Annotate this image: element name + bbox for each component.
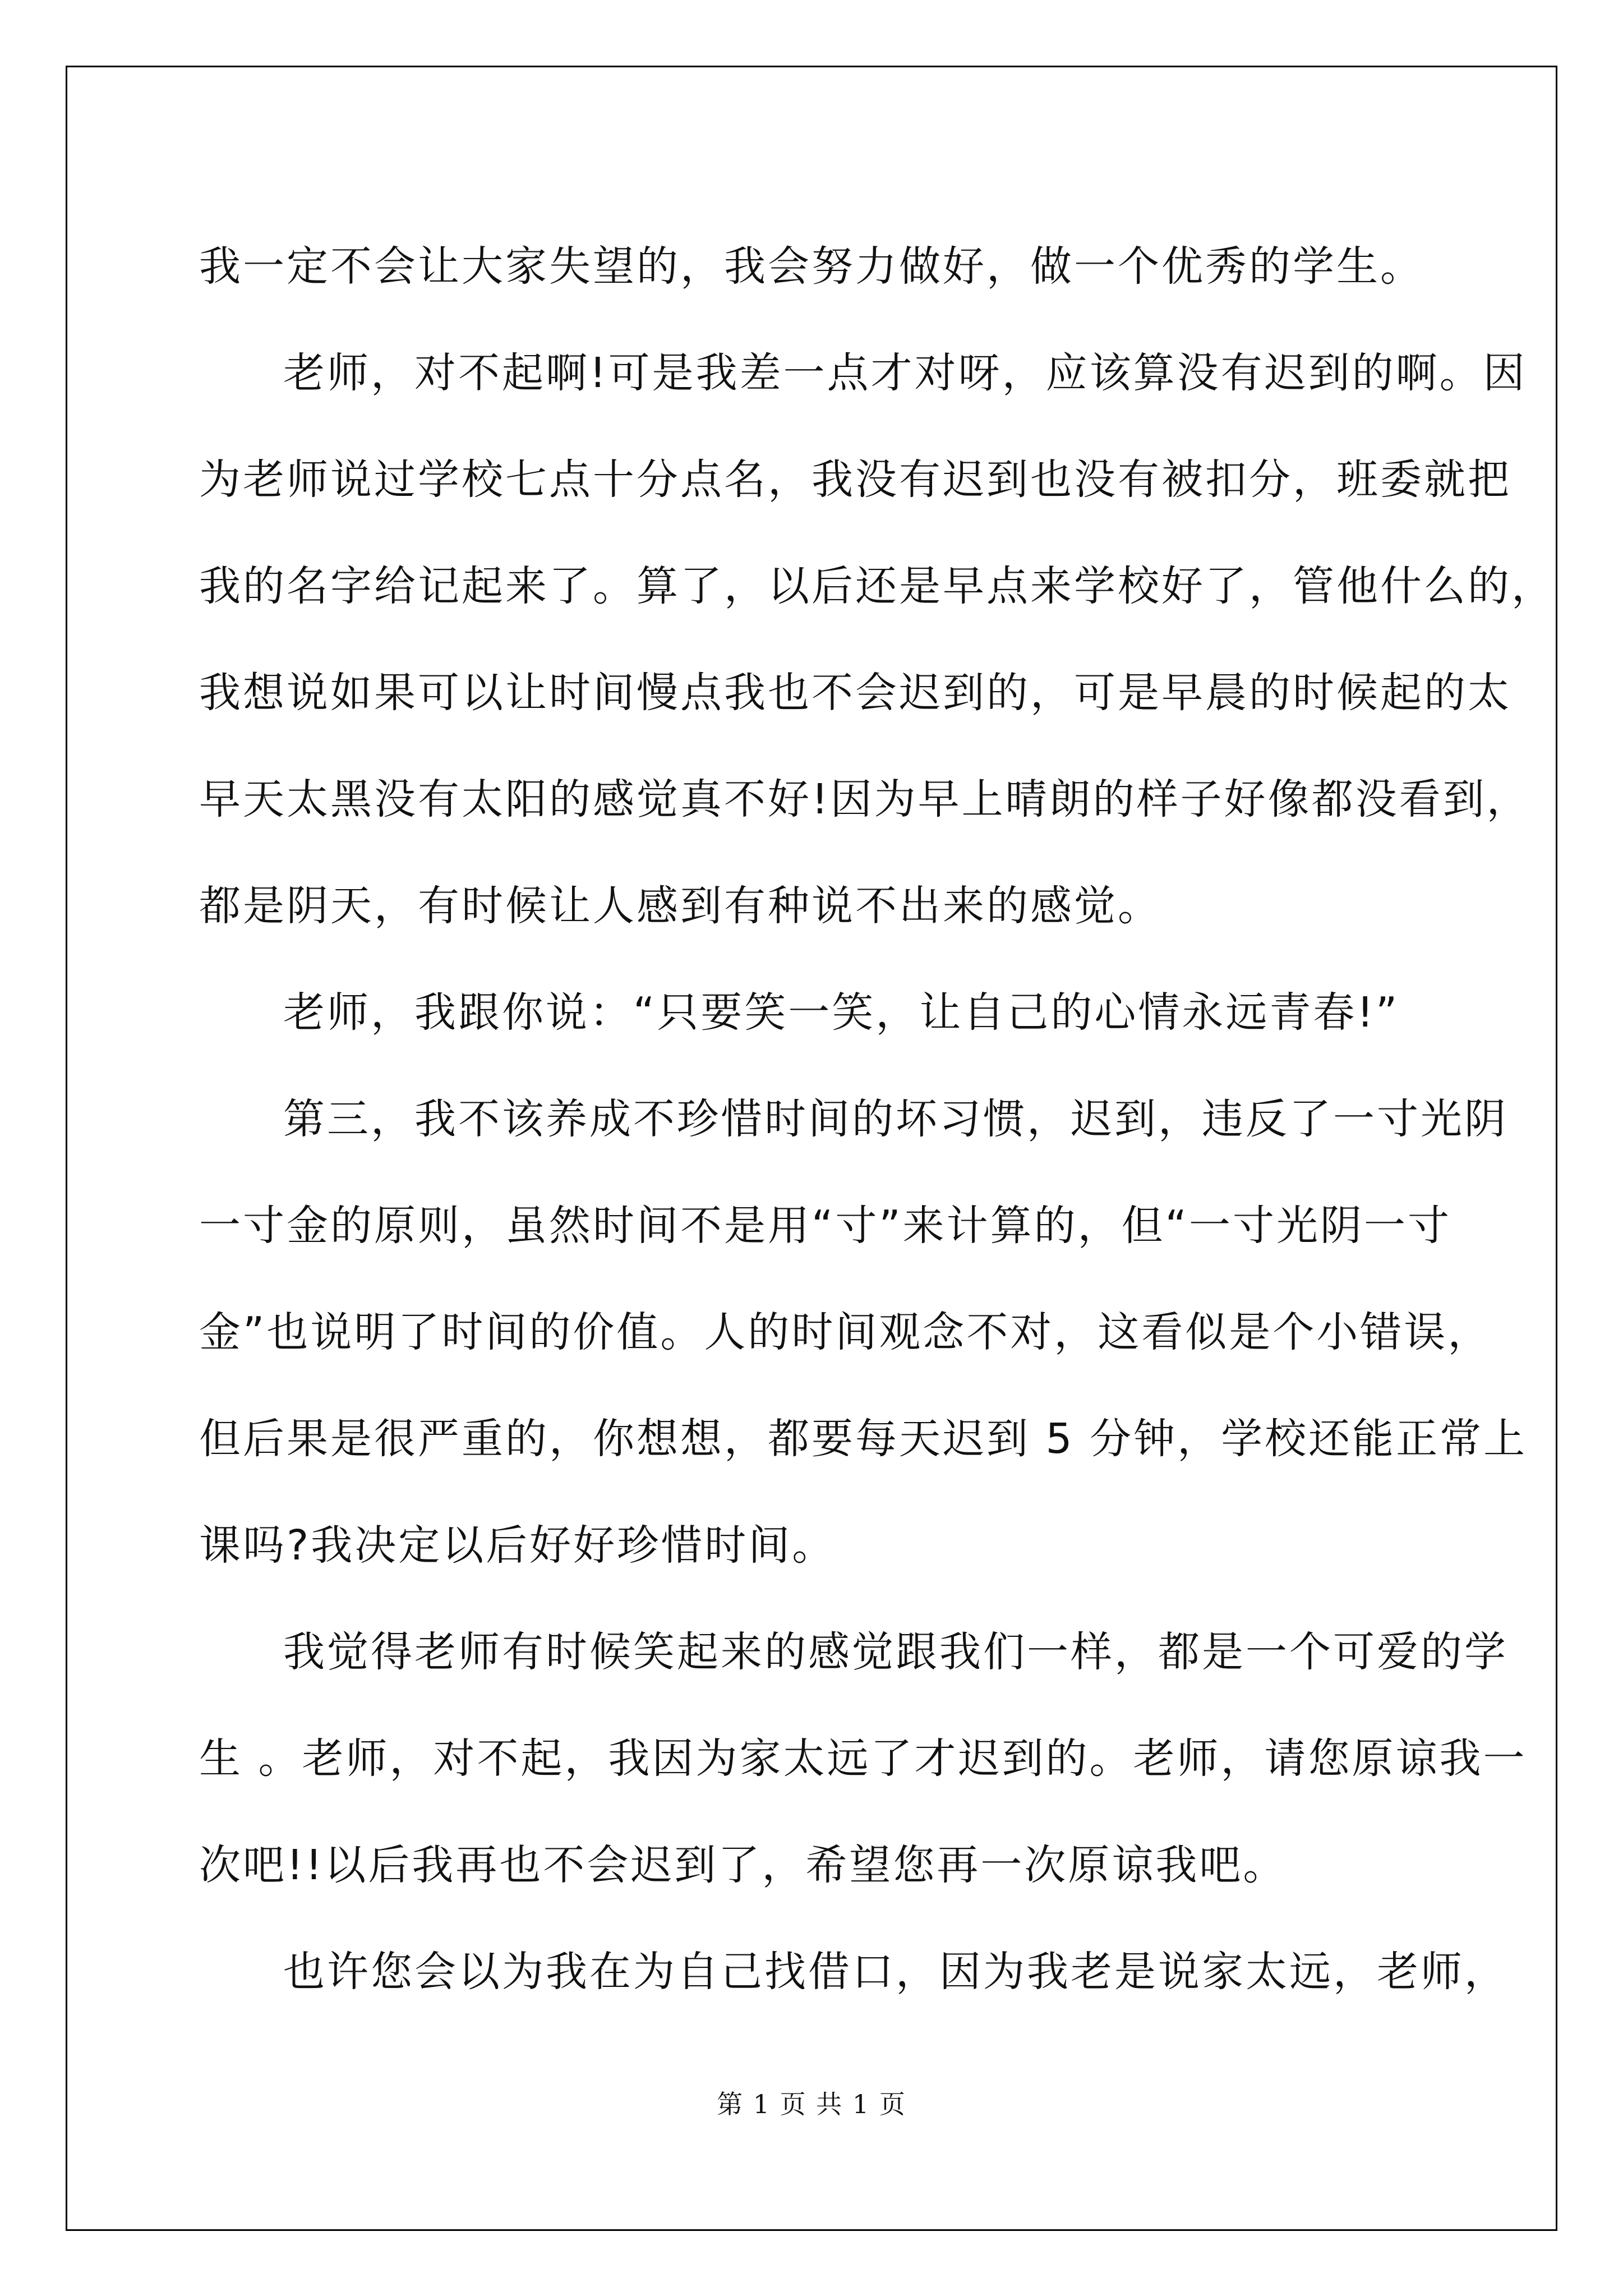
text-line-15: 生 。老师，对不起，我因为家太远了才迟到的。老师，请您原谅我一: [199, 1734, 1527, 1783]
text-line-3: 为老师说过学校七点十分点名，我没有迟到也没有被扣分，班委就把: [199, 455, 1511, 504]
text-line-1: 我一定不会让大家失望的，我会努力做好，做一个优秀的学生。: [199, 242, 1424, 291]
text-line-12: 但后果是很严重的，你想想，都要每天迟到 5 分钟，学校还能正常上: [199, 1415, 1528, 1463]
text-line-11: 金”也说明了时间的价值。人的时间观念不对，这看似是个小错误，: [199, 1308, 1492, 1356]
text-line-7: 都是阴天，有时候让人感到有种说不出来的感觉。: [199, 882, 1161, 930]
document-body: [199, 213, 1555, 2025]
text-line-8: 老师，我跟你说：“只要笑一笑，让自己的心情永远青春!”: [283, 988, 1400, 1037]
text-line-5: 我想说如果可以让时间慢点我也不会迟到的，可是早晨的时候起的太: [199, 669, 1511, 717]
text-line-10: 一寸金的原则，虽然时间不是用“寸”来计算的，但“一寸光阴一寸: [199, 1202, 1452, 1250]
text-line-4: 我的名字给记起来了。算了，以后还是早点来学校好了，管他什么的，: [199, 562, 1555, 610]
text-line-6: 早天太黑没有太阳的感觉真不好!因为早上晴朗的样子好像都没看到，: [199, 775, 1530, 823]
text-line-2: 老师，对不起啊!可是我差一点才对呀，应该算没有迟到的啊。因: [283, 349, 1527, 397]
page-number-footer: 第 1 页 共 1 页: [717, 2089, 906, 2119]
text-line-17: 也许您会以为我在为自己找借口，因为我老是说家太远，老师，: [283, 1948, 1508, 1996]
text-line-9: 第三，我不该养成不珍惜时间的坏习惯，迟到，违反了一寸光阴: [283, 1095, 1508, 1143]
text-line-13: 课吗?我决定以后好好珍惜时间。: [199, 1521, 836, 1570]
text-line-14: 我觉得老师有时候笑起来的感觉跟我们一样，都是一个可爱的学: [283, 1628, 1508, 1676]
text-line-16: 次吧!!以后我再也不会迟到了，希望您再一次原谅我吧。: [199, 1841, 1287, 1889]
